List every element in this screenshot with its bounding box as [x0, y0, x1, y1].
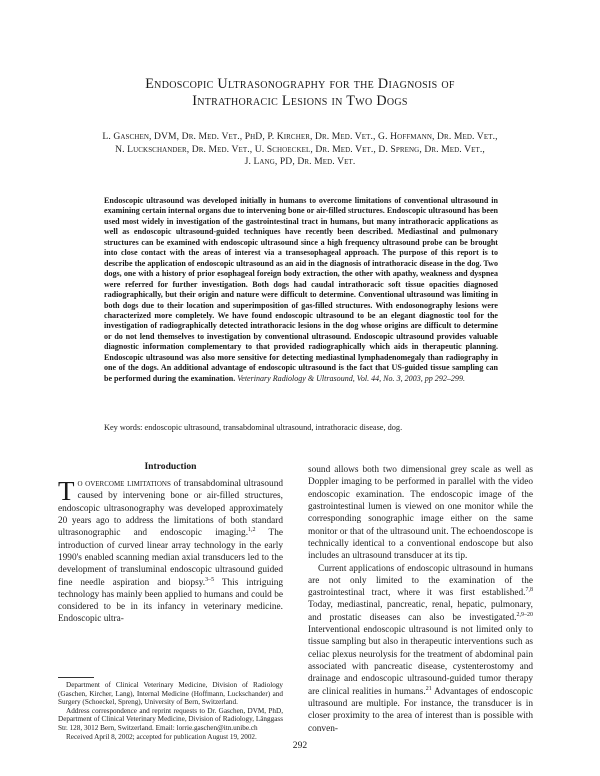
footnote-affiliation: Department of Clinical Veterinary Medicine, Division of Radiology (Gaschen, Kircher, Lang), Internal Medicine (Hoffmann, Luckschander) and Surgery (Schoeckel, Spreng), University of Bern, Switzerland. [58, 681, 283, 707]
right-column [308, 464, 533, 735]
right-paragraph-1: sound allows both two dimensional grey scale as well as Doppler imaging to be performed in parallel with the video endoscopic examination. The endoscopic image of the gastrointestinal lumen is viewed on one monitor while the corresponding sonographic image either on the same monitor or that of the ultrasound unit. The echoendoscope is technically identical to a conventional endoscope but also includes an ultrasound transducer at its tip. [308, 465, 533, 562]
footnote-rule [58, 677, 94, 678]
intro-text-1: of transabdominal ultrasound caused by intervening bone or air-filled structures, endoscopic ultrasonography was developed approximately 20 years ago to address the limitations of both standard ultrasonographic and endoscopic imaging. [58, 479, 284, 539]
right-paragraph-2 [308, 563, 533, 735]
introduction-paragraph [58, 478, 283, 626]
abstract [104, 196, 498, 384]
authors-line-2: N. Luckschander, Dr. Med. Vet., U. Schoeckel, Dr. Med. Vet., D. Spreng, Dr. Med. Vet., [115, 143, 485, 155]
footnote-correspondence: Address correspondence and reprint requests to Dr. Gaschen, DVM, PhD, Department of Clinical Veterinary Medicine, Division of Radiology, Länggass Str. 128, 3012 Bern, Switzerland. Email: lorrie.gaschen@itn.unibe.ch [58, 706, 283, 732]
lead-in-caps: o overcome limitations [77, 479, 171, 489]
right-text-d: Advantages of endoscopic ultrasound are multiple. For instance, the transducer is in closer proximity to the area of interest than is possible with conven- [308, 686, 533, 734]
author-list [40, 131, 560, 169]
introduction-heading: Introduction [144, 461, 197, 472]
right-text-a: Current applications of endoscopic ultrasound in humans are not only limited to the examination of the gastrointestinal tract, where it was first established. [308, 563, 533, 599]
intro-text-3: This intriguing technology has mainly been applied to humans and could be considered to be in its infancy in veterinary medicine. Endoscopic ultra- [58, 577, 283, 625]
ref-superscript: 1,2 [248, 527, 256, 534]
footnote-received: Received April 8, 2002; accepted for publication August 19, 2002. [66, 732, 257, 741]
right-text-b: Today, mediastinal, pancreatic, renal, hepatic, pulmonary, and prostatic diseases can also be investigated. [308, 600, 533, 623]
page-number: 292 [292, 740, 308, 751]
abstract-citation: Veterinary Radiology & Ultrasound, Vol. 44, No. 3, 2003, pp 292–299. [237, 373, 465, 383]
ref-superscript: 7,8 [525, 587, 533, 594]
title-line-2: Intrathoracic Lesions in Two Dogs [192, 93, 408, 109]
intro-text-2: The introduction of curved linear array technology in the early 1990's enabled scanning median axial transducers led to the development of transluminal endoscopic ultrasound guided fine needle aspiration and biopsy. [58, 528, 283, 588]
left-column [58, 478, 283, 626]
footnotes [58, 681, 283, 741]
right-text-c: Interventional endoscopic ultrasound is not limited only to tissue sampling but also in therapeutic interventions such as celiac plexus neurolysis for the treatment of abdominal pain associated with pancreatic disease, cystenterostomy and drainage and endoscopic ultrasound-guided tumor therapy are clinical realities in humans. [308, 625, 533, 697]
drop-cap: T [58, 476, 75, 506]
authors-line-1: L. Gaschen, DVM, Dr. Med. Vet., PhD, P. Kircher, Dr. Med. Vet., G. Hoffmann, Dr. Med. Vet., [102, 131, 498, 142]
abstract-text: Endoscopic ultrasound was developed initially in humans to overcome limitations of conventional ultrasound in examining certain internal organs due to intervening bone or air-filled structures. Endoscopic ultrasound has been used most widely in investigation of the gastrointestinal tract in humans, but many intrathoracic applications as well as endoscopic ultrasound-guided techniques have recently been described. Mediastinal and pulmonary structures can be examined with endoscopic ultrasound since a high frequency ultrasound probe can be brought into close contact with the areas of interest via a transesophageal approach. The purpose of this report is to describe the application of endoscopic ultrasound as an aid in the diagnosis of intrathoracic disease in the dog. Two dogs, one with a history of prior esophageal foreign body extraction, the other with apathy, weakness and dyspnea were referred for further investigation. Both dogs had caudal intrathoracic soft tissue opacities diagnosed radiographically, but their origin and nature were difficult to determine. Conventional ultrasound was limiting in both dogs due to their location and superimposition of gas-filled structures. With endosonography lesions were characterized more completely. We have found endoscopic ultrasound to be an elegant diagnostic tool for the investigation of radiographically detected intrathoracic lesions in the dog whose origins are difficult to determine or do not lend themselves to investigation by conventional ultrasound. Endoscopic ultrasound provides valuable diagnostic information complementary to that provided radiographically which aids in therapeutic planning. Endoscopic ultrasound was also more sensitive for detecting mediastinal lymphadenomegaly than radiography in one of the dogs. An additional advantage of endoscopic ultrasound is the fact that US-guided tissue sampling can be performed during the examination. [104, 196, 498, 383]
keywords: Key words: endoscopic ultrasound, transabdominal ultrasound, intrathoracic disease, dog. [104, 423, 403, 432]
title-line-1: Endoscopic Ultrasonography for the Diagnosis of [145, 76, 455, 92]
ref-superscript: 2,9–20 [516, 611, 533, 618]
article-title [60, 76, 540, 110]
ref-superscript: 3–5 [205, 576, 215, 583]
authors-line-3: J. Lang, PD, Dr. Med. Vet. [244, 156, 356, 168]
ref-superscript: 21 [425, 685, 432, 692]
